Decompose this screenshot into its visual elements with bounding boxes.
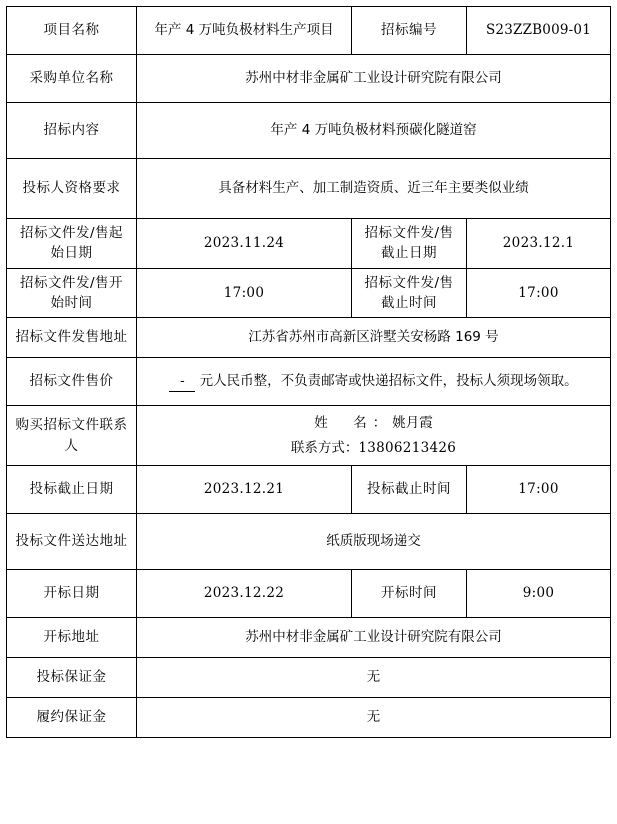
table-row-bid-deadline (7, 466, 611, 514)
open-date-label: 开标日期 (7, 570, 137, 618)
bid-no-value: S23ZZB009-01 (467, 7, 611, 55)
doc-sale-start-time-label: 招标文件发/售开始时间 (7, 268, 137, 318)
table-row-doc-sale-times (7, 268, 611, 318)
doc-sale-start-time-value: 17:00 (137, 268, 352, 318)
bid-deadline-date-label: 投标截止日期 (7, 466, 137, 514)
contact-value (137, 406, 611, 466)
doc-sale-start-date-value: 2023.11.24 (137, 219, 352, 269)
open-address-label: 开标地址 (7, 618, 137, 658)
table-row-contact (7, 406, 611, 466)
table-row-project-name (7, 7, 611, 55)
open-date-value: 2023.12.22 (137, 570, 352, 618)
bid-no-label: 招标编号 (352, 7, 467, 55)
doc-price-blank: - (169, 371, 195, 392)
bid-deadline-date-value: 2023.12.21 (137, 466, 352, 514)
content-value: 年产 4 万吨负极材料预碳化隧道窑 (137, 103, 611, 159)
doc-sale-end-date-value: 2023.12.1 (467, 219, 611, 269)
bid-delivery-address-value: 纸质版现场递交 (137, 514, 611, 570)
project-name-label: 项目名称 (7, 7, 137, 55)
contact-phone-line (143, 438, 604, 458)
contact-phone-value: 13806213426 (358, 439, 457, 456)
performance-bond-value: 无 (137, 698, 611, 738)
contact-name-line (143, 413, 604, 433)
doc-sale-address-value: 江苏省苏州市高新区浒墅关安杨路 169 号 (137, 318, 611, 358)
table-row-doc-price (7, 358, 611, 406)
qualification-value: 具备材料生产、加工制造资质、近三年主要类似业绩 (137, 159, 611, 219)
table-row-doc-sale-dates (7, 219, 611, 269)
doc-sale-address-label: 招标文件发售地址 (7, 318, 137, 358)
bid-info-table (6, 6, 611, 738)
content-label: 招标内容 (7, 103, 137, 159)
bid-deadline-time-value: 17:00 (467, 466, 611, 514)
open-time-label: 开标时间 (352, 570, 467, 618)
table-row-doc-sale-address (7, 318, 611, 358)
open-time-value: 9:00 (467, 570, 611, 618)
table-row-open-datetime (7, 570, 611, 618)
purchaser-label: 采购单位名称 (7, 55, 137, 103)
doc-sale-start-date-label: 招标文件发/售起始日期 (7, 219, 137, 269)
table-row-qualification (7, 159, 611, 219)
open-address-value: 苏州中材非金属矿工业设计研究院有限公司 (137, 618, 611, 658)
table-row-delivery-address (7, 514, 611, 570)
contact-label: 购买招标文件联系人 (7, 406, 137, 466)
table-row-performance-bond (7, 698, 611, 738)
qualification-label: 投标人资格要求 (7, 159, 137, 219)
project-name-value: 年产 4 万吨负极材料生产项目 (137, 7, 352, 55)
table-row-purchaser (7, 55, 611, 103)
doc-sale-end-time-value: 17:00 (467, 268, 611, 318)
doc-sale-end-date-label: 招标文件发/售截止日期 (352, 219, 467, 269)
performance-bond-label: 履约保证金 (7, 698, 137, 738)
doc-price-label: 招标文件售价 (7, 358, 137, 406)
contact-phone-label: 联系方式： (290, 439, 359, 456)
doc-price-value (137, 358, 611, 406)
bid-delivery-address-label: 投标文件送达地址 (7, 514, 137, 570)
purchaser-value: 苏州中材非金属矿工业设计研究院有限公司 (137, 55, 611, 103)
doc-sale-end-time-label: 招标文件发/售截止时间 (352, 268, 467, 318)
table-row-bid-bond (7, 658, 611, 698)
bid-deadline-time-label: 投标截止时间 (352, 466, 467, 514)
table-row-open-address (7, 618, 611, 658)
bid-bond-value: 无 (137, 658, 611, 698)
contact-name-value: 姚月霞 (392, 415, 433, 432)
table-row-content (7, 103, 611, 159)
doc-price-suffix: 元人民币整，不负责邮寄或快递招标文件，投标人须现场领取。 (199, 372, 578, 389)
bid-bond-label: 投标保证金 (7, 658, 137, 698)
contact-name-label: 姓 名： (314, 415, 393, 432)
